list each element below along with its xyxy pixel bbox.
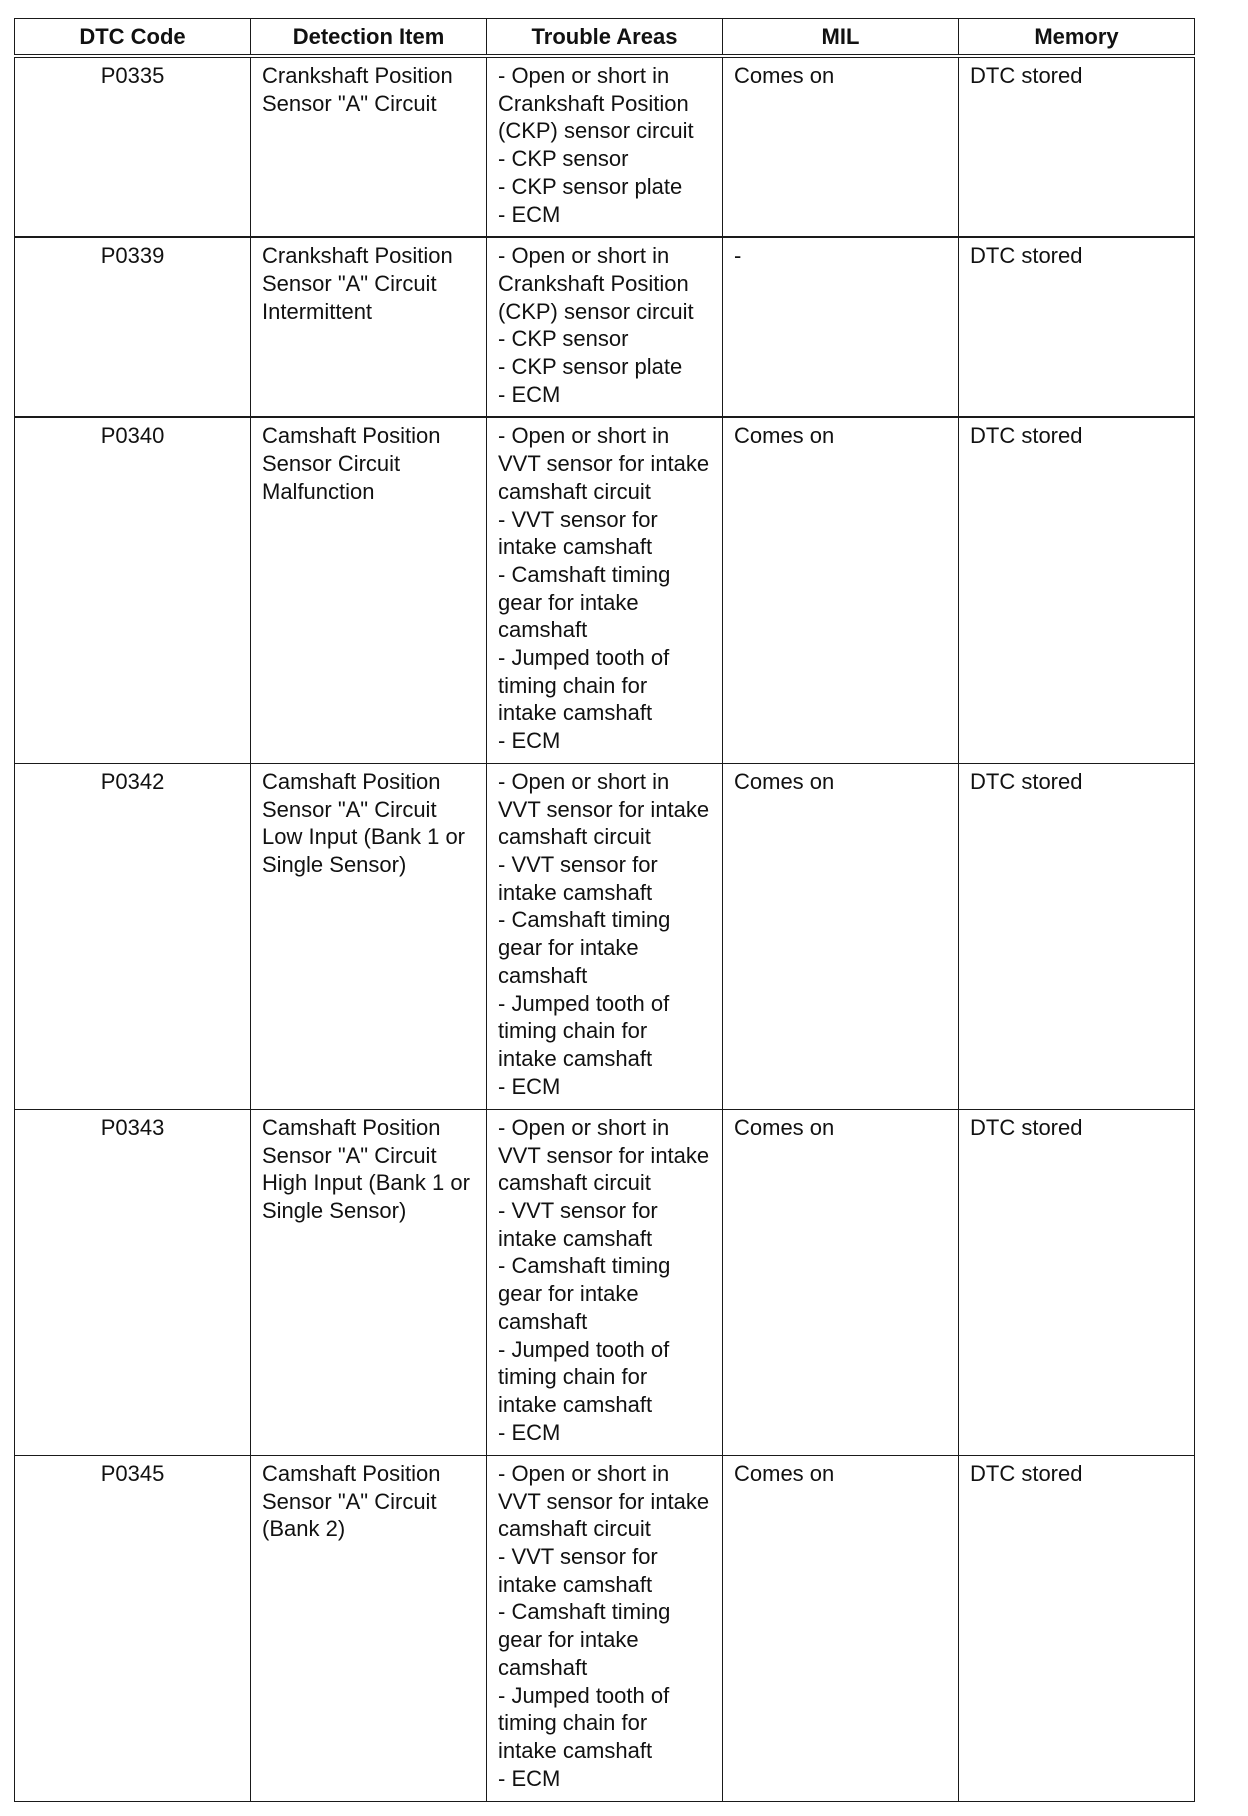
detection-item-line: Single Sensor) [262, 852, 407, 878]
dtc-code-cell: P0343 [15, 1109, 251, 1455]
trouble-area-line: - Camshaft timing [498, 907, 671, 933]
detection-item-line: Camshaft Position [262, 768, 441, 794]
detection-item-line: Sensor "A" Circuit [262, 796, 437, 822]
dtc-table [14, 18, 1195, 1802]
trouble-area-line: - Open or short in [498, 768, 670, 794]
memory-cell: DTC stored [959, 237, 1195, 417]
header-trouble-areas: Trouble Areas [487, 19, 723, 57]
trouble-area-line: - ECM [498, 1073, 561, 1099]
trouble-area-line: intake camshaft [498, 700, 653, 726]
trouble-area-line: VVT sensor for intake [498, 796, 710, 822]
trouble-area-line: gear for intake [498, 1627, 639, 1653]
trouble-area-line: - ECM [498, 728, 561, 754]
trouble-area-line: - ECM [498, 381, 561, 407]
trouble-area-line: intake camshaft [498, 1045, 653, 1071]
mil-cell: - [723, 237, 959, 417]
trouble-area-line: - Open or short in [498, 423, 670, 449]
detection-item-line: Camshaft Position [262, 423, 441, 449]
detection-item-line: Low Input (Bank 1 or [262, 824, 466, 850]
mil-cell: Comes on [723, 56, 959, 237]
trouble-area-line: intake camshaft [498, 879, 653, 905]
table-row [15, 237, 1195, 417]
trouble-area-line: camshaft circuit [498, 1170, 651, 1196]
trouble-areas-cell [487, 237, 723, 417]
header-dtc-code: DTC Code [15, 19, 251, 57]
dtc-code-cell: P0339 [15, 237, 251, 417]
detection-item-line: Sensor Circuit [262, 451, 401, 477]
trouble-area-line: Crankshaft Position [498, 90, 689, 116]
trouble-area-line: camshaft [498, 1308, 588, 1334]
trouble-area-line: - ECM [498, 1765, 561, 1791]
header-detection-item: Detection Item [251, 19, 487, 57]
table-body [15, 56, 1195, 1801]
trouble-area-line: - VVT sensor for [498, 1198, 658, 1224]
trouble-area-line: gear for intake [498, 589, 639, 615]
detection-item-line: Crankshaft Position [262, 243, 453, 269]
trouble-areas-cell [487, 1109, 723, 1455]
detection-item-line: Sensor "A" Circuit [262, 270, 437, 296]
trouble-areas-cell [487, 417, 723, 763]
trouble-area-line: - Camshaft timing [498, 1253, 671, 1279]
trouble-area-line: - Open or short in [498, 1460, 670, 1486]
trouble-area-line: - Open or short in [498, 243, 670, 269]
table-row [15, 763, 1195, 1109]
trouble-areas-cell [487, 1455, 723, 1801]
trouble-area-line: - Camshaft timing [498, 561, 671, 587]
trouble-area-line: - Jumped tooth of [498, 645, 670, 671]
dtc-code-cell: P0335 [15, 56, 251, 237]
detection-item-cell [251, 237, 487, 417]
trouble-area-line: timing chain for [498, 1364, 648, 1390]
trouble-area-line: - CKP sensor plate [498, 173, 683, 199]
detection-item-line: (Bank 2) [262, 1516, 346, 1542]
trouble-area-line: - VVT sensor for [498, 1544, 658, 1570]
trouble-area-line: (CKP) sensor circuit [498, 298, 694, 324]
trouble-area-line: intake camshaft [498, 1737, 653, 1763]
trouble-area-line: camshaft [498, 1654, 588, 1680]
detection-item-line: Single Sensor) [262, 1198, 407, 1224]
trouble-area-line: VVT sensor for intake [498, 1142, 710, 1168]
memory-cell: DTC stored [959, 763, 1195, 1109]
table-row [15, 56, 1195, 237]
table-row [15, 1455, 1195, 1801]
trouble-area-line: VVT sensor for intake [498, 1488, 710, 1514]
trouble-area-line: intake camshaft [498, 534, 653, 560]
trouble-area-line: - VVT sensor for [498, 852, 658, 878]
detection-item-line: Camshaft Position [262, 1460, 441, 1486]
trouble-area-line: camshaft circuit [498, 824, 651, 850]
header-row [15, 19, 1195, 57]
trouble-area-line: camshaft [498, 962, 588, 988]
trouble-area-line: - Open or short in [498, 63, 670, 88]
memory-cell: DTC stored [959, 417, 1195, 763]
trouble-area-line: - CKP sensor plate [498, 354, 683, 380]
mil-cell: Comes on [723, 1109, 959, 1455]
trouble-area-line: - Jumped tooth of [498, 1336, 670, 1362]
detection-item-line: Sensor "A" Circuit [262, 1142, 437, 1168]
trouble-areas-cell [487, 56, 723, 237]
dtc-code-cell: P0342 [15, 763, 251, 1109]
detection-item-cell [251, 1109, 487, 1455]
memory-cell: DTC stored [959, 56, 1195, 237]
trouble-area-line: timing chain for [498, 1018, 648, 1044]
detection-item-line: Camshaft Position [262, 1114, 441, 1140]
detection-item-cell [251, 417, 487, 763]
trouble-area-line: - CKP sensor [498, 326, 629, 352]
trouble-area-line: - ECM [498, 201, 561, 227]
header-memory: Memory [959, 19, 1195, 57]
trouble-area-line: (CKP) sensor circuit [498, 118, 694, 144]
trouble-area-line: timing chain for [498, 1710, 648, 1736]
trouble-area-line: camshaft circuit [498, 478, 651, 504]
mil-cell: Comes on [723, 1455, 959, 1801]
table-row [15, 1109, 1195, 1455]
detection-item-cell [251, 56, 487, 237]
memory-cell: DTC stored [959, 1455, 1195, 1801]
dtc-code-cell: P0340 [15, 417, 251, 763]
trouble-area-line: camshaft circuit [498, 1516, 651, 1542]
trouble-area-line: VVT sensor for intake [498, 451, 710, 477]
trouble-area-line: - Jumped tooth of [498, 990, 670, 1016]
detection-item-line: Malfunction [262, 478, 375, 504]
table-header [15, 19, 1195, 57]
trouble-area-line: - CKP sensor [498, 146, 629, 172]
dtc-code-cell: P0345 [15, 1455, 251, 1801]
trouble-area-line: gear for intake [498, 935, 639, 961]
detection-item-line: Sensor "A" Circuit [262, 90, 437, 116]
detection-item-line: Intermittent [262, 298, 373, 324]
detection-item-line: Crankshaft Position [262, 63, 453, 88]
trouble-area-line: - ECM [498, 1419, 561, 1445]
trouble-area-line: - Open or short in [498, 1114, 670, 1140]
trouble-area-line: camshaft [498, 617, 588, 643]
header-mil: MIL [723, 19, 959, 57]
trouble-area-line: Crankshaft Position [498, 270, 689, 296]
mil-cell: Comes on [723, 417, 959, 763]
memory-cell: DTC stored [959, 1109, 1195, 1455]
detection-item-line: High Input (Bank 1 or [262, 1170, 470, 1196]
trouble-area-line: intake camshaft [498, 1391, 653, 1417]
trouble-area-line: timing chain for [498, 672, 648, 698]
detection-item-cell [251, 1455, 487, 1801]
trouble-area-line: gear for intake [498, 1281, 639, 1307]
trouble-area-line: intake camshaft [498, 1571, 653, 1597]
detection-item-cell [251, 763, 487, 1109]
trouble-area-line: - Camshaft timing [498, 1599, 671, 1625]
table-row [15, 417, 1195, 763]
detection-item-line: Sensor "A" Circuit [262, 1488, 437, 1514]
mil-cell: Comes on [723, 763, 959, 1109]
trouble-area-line: intake camshaft [498, 1225, 653, 1251]
trouble-area-line: - VVT sensor for [498, 506, 658, 532]
trouble-areas-cell [487, 763, 723, 1109]
trouble-area-line: - Jumped tooth of [498, 1682, 670, 1708]
